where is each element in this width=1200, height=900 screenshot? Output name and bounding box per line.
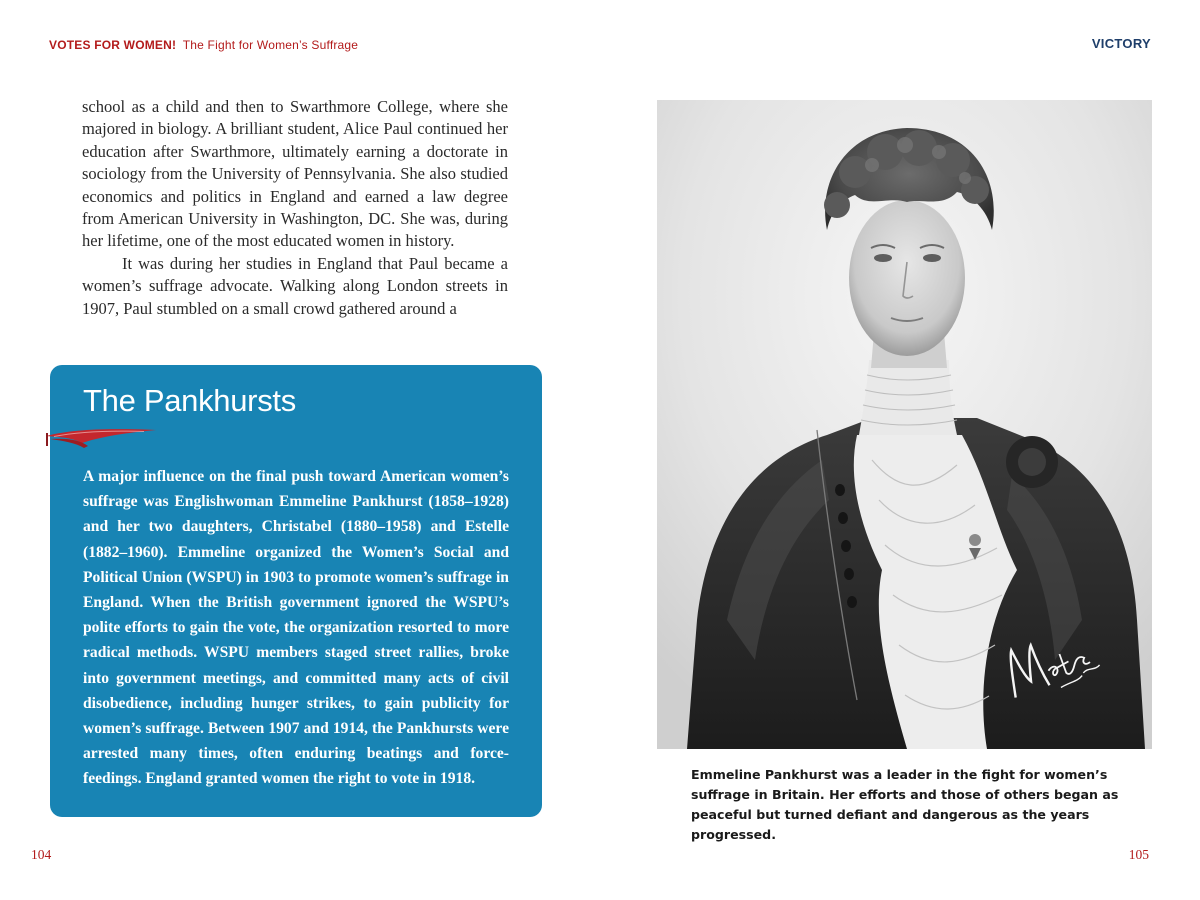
running-header-left [49,38,358,52]
running-header-right: VICTORY [1091,36,1151,51]
page-number-left: 104 [31,847,52,862]
body-paragraph-2: It was during her studies in England that Paul became a women’s suffrage advocate. Walking along London streets in 1907, Paul stumbled on a small crowd gathered around a [82,253,508,318]
portrait-photo [657,100,1152,749]
page-number-right: 105 [1128,847,1149,862]
sidebar-box [50,365,542,817]
red-pennant-icon [44,425,160,451]
photo-caption: Emmeline Pankhurst was a leader in the fight for women’s suffrage in Britain. Her efforts and those of others began as peaceful but turned defiant and dangerous as the years progressed. [691,767,1119,842]
body-paragraph-1: school as a child and then to Swarthmore College, where she majored in biology. A brilliant student, Alice Paul continued her education after Swarthmore, ultimately earning a doctorate in sociology from the University of Pennsylvania. She also studied economics and politics in England and earned a law degree from American University in Washington, DC. She was, during her lifetime, one of the most educated women in history. [82,97,508,251]
book-subtitle: The Fight for Women’s Suffrage [182,38,359,52]
sidebar-text: A major influence on the final push toward American women’s suffrage was Englishwoman Emmeline Pankhurst (1858–1928) and her two daughters, Christabel (1880–1958) and Estelle (1882–1960). Emmeline organized the Women’s Social and Political Union (WSPU) in 1903 to promote women’s suffrage in England. When the British government ignored the WSPU’s polite efforts to gain the vote, the organization resorted to more radical methods. WSPU members staged street rallies, broke into government meetings, and committed many acts of civil disobedience, including hunger strikes, to gain publicity for women’s suffrage. Between 1907 and 1914, the Pankhursts were arrested many times, often enduring beatings and force-feedings. England granted women the right to vote in 1918. [83,468,509,788]
body-text [82,96,508,320]
sidebar-title: The Pankhursts [83,383,296,418]
book-title: VOTES FOR WOMEN! [49,38,177,52]
portrait-illustration [657,100,1152,749]
